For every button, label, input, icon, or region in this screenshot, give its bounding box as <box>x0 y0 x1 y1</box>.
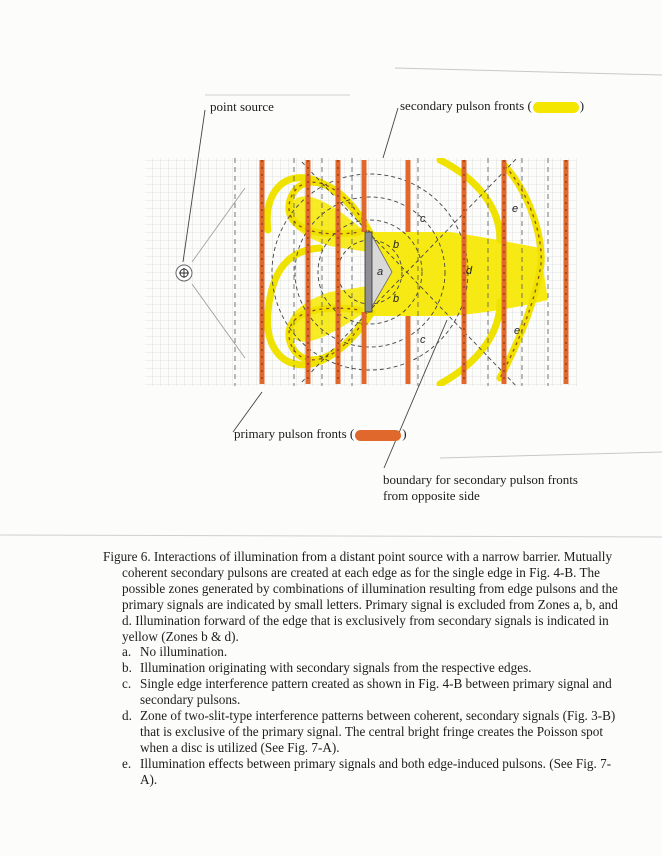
caption-item-a <box>103 644 625 660</box>
caption-item-text: Illumination originating with secondary signals from the respective edges. <box>140 660 532 676</box>
zone-label-d: d <box>466 265 473 277</box>
caption-marker: a. <box>122 644 132 660</box>
zone-label-b-bottom: b <box>393 293 400 305</box>
caption-item-text: Single edge interference pattern created as shown in Fig. 4-B between primary signal and secondary pulsons. <box>140 676 612 708</box>
label-point-source: point source <box>210 99 274 114</box>
caption-item-b <box>103 660 625 676</box>
caption-marker: d. <box>122 708 132 724</box>
zone-label-c-bottom: c <box>420 334 426 346</box>
caption-marker: b. <box>122 660 132 676</box>
label-boundary <box>383 472 578 504</box>
zone-label-b-top: b <box>393 239 400 251</box>
caption-item-c <box>103 676 625 708</box>
point-source-icon <box>176 265 192 281</box>
caption-marker: c. <box>122 676 132 692</box>
caption-list <box>103 644 625 787</box>
label-boundary-line1: boundary for secondary pulson fronts <box>383 472 578 487</box>
caption-item-e <box>103 756 625 788</box>
label-secondary-fronts: secondary pulson fronts ( ) <box>400 98 585 113</box>
caption-item-text: Illumination effects between primary signals and both edge-induced pulsons. (See Fig. 7-A). <box>140 755 612 787</box>
zone-label-e-top: e <box>512 203 519 215</box>
label-primary-fronts: primary pulson fronts ( ) <box>234 426 407 441</box>
leader-secondary <box>383 108 398 158</box>
barrier <box>365 232 372 312</box>
caption-item-d <box>103 708 625 756</box>
caption-marker: e. <box>122 755 132 771</box>
label-primary-fronts-text: primary pulson fronts <box>234 426 347 441</box>
caption-item-text: Zone of two-slit-type interference patterns between coherent, secondary signals (Fig. 3-B) that is exclusive of the primary signal. The central bright fringe creates the Poisson spot when a disc is utilized (See Fig. 7-A). <box>140 708 616 755</box>
zone-label-e-bottom: e <box>514 325 521 337</box>
page-rule <box>395 68 662 75</box>
figure-caption <box>103 549 625 788</box>
label-boundary-line2: from opposite side <box>383 488 480 503</box>
secondary-swatch <box>533 102 579 113</box>
page-rule <box>0 535 662 537</box>
page-rule <box>440 452 662 458</box>
zone-label-a: a <box>377 266 384 278</box>
label-secondary-fronts-text: secondary pulson fronts <box>400 98 525 113</box>
zone-label-c-top: c <box>420 213 426 225</box>
caption-item-text: No illumination. <box>140 644 228 660</box>
caption-intro: Figure 6. Interactions of illumination from a distant point source with a narrow barrier. Mutually coherent secondary pulsons are created at each edge as for the single edge in Fig. 4-B. The possible zones generated by combinations of illumination resulting from edge pulsons and the primary signals are indicated by small letters. Primary signal is excluded from Zones a, b, and d. Illumination forward of the edge that is exclusively from secondary signals is indicated in yellow (Zones b & d). <box>103 549 618 644</box>
primary-swatch <box>355 430 401 441</box>
